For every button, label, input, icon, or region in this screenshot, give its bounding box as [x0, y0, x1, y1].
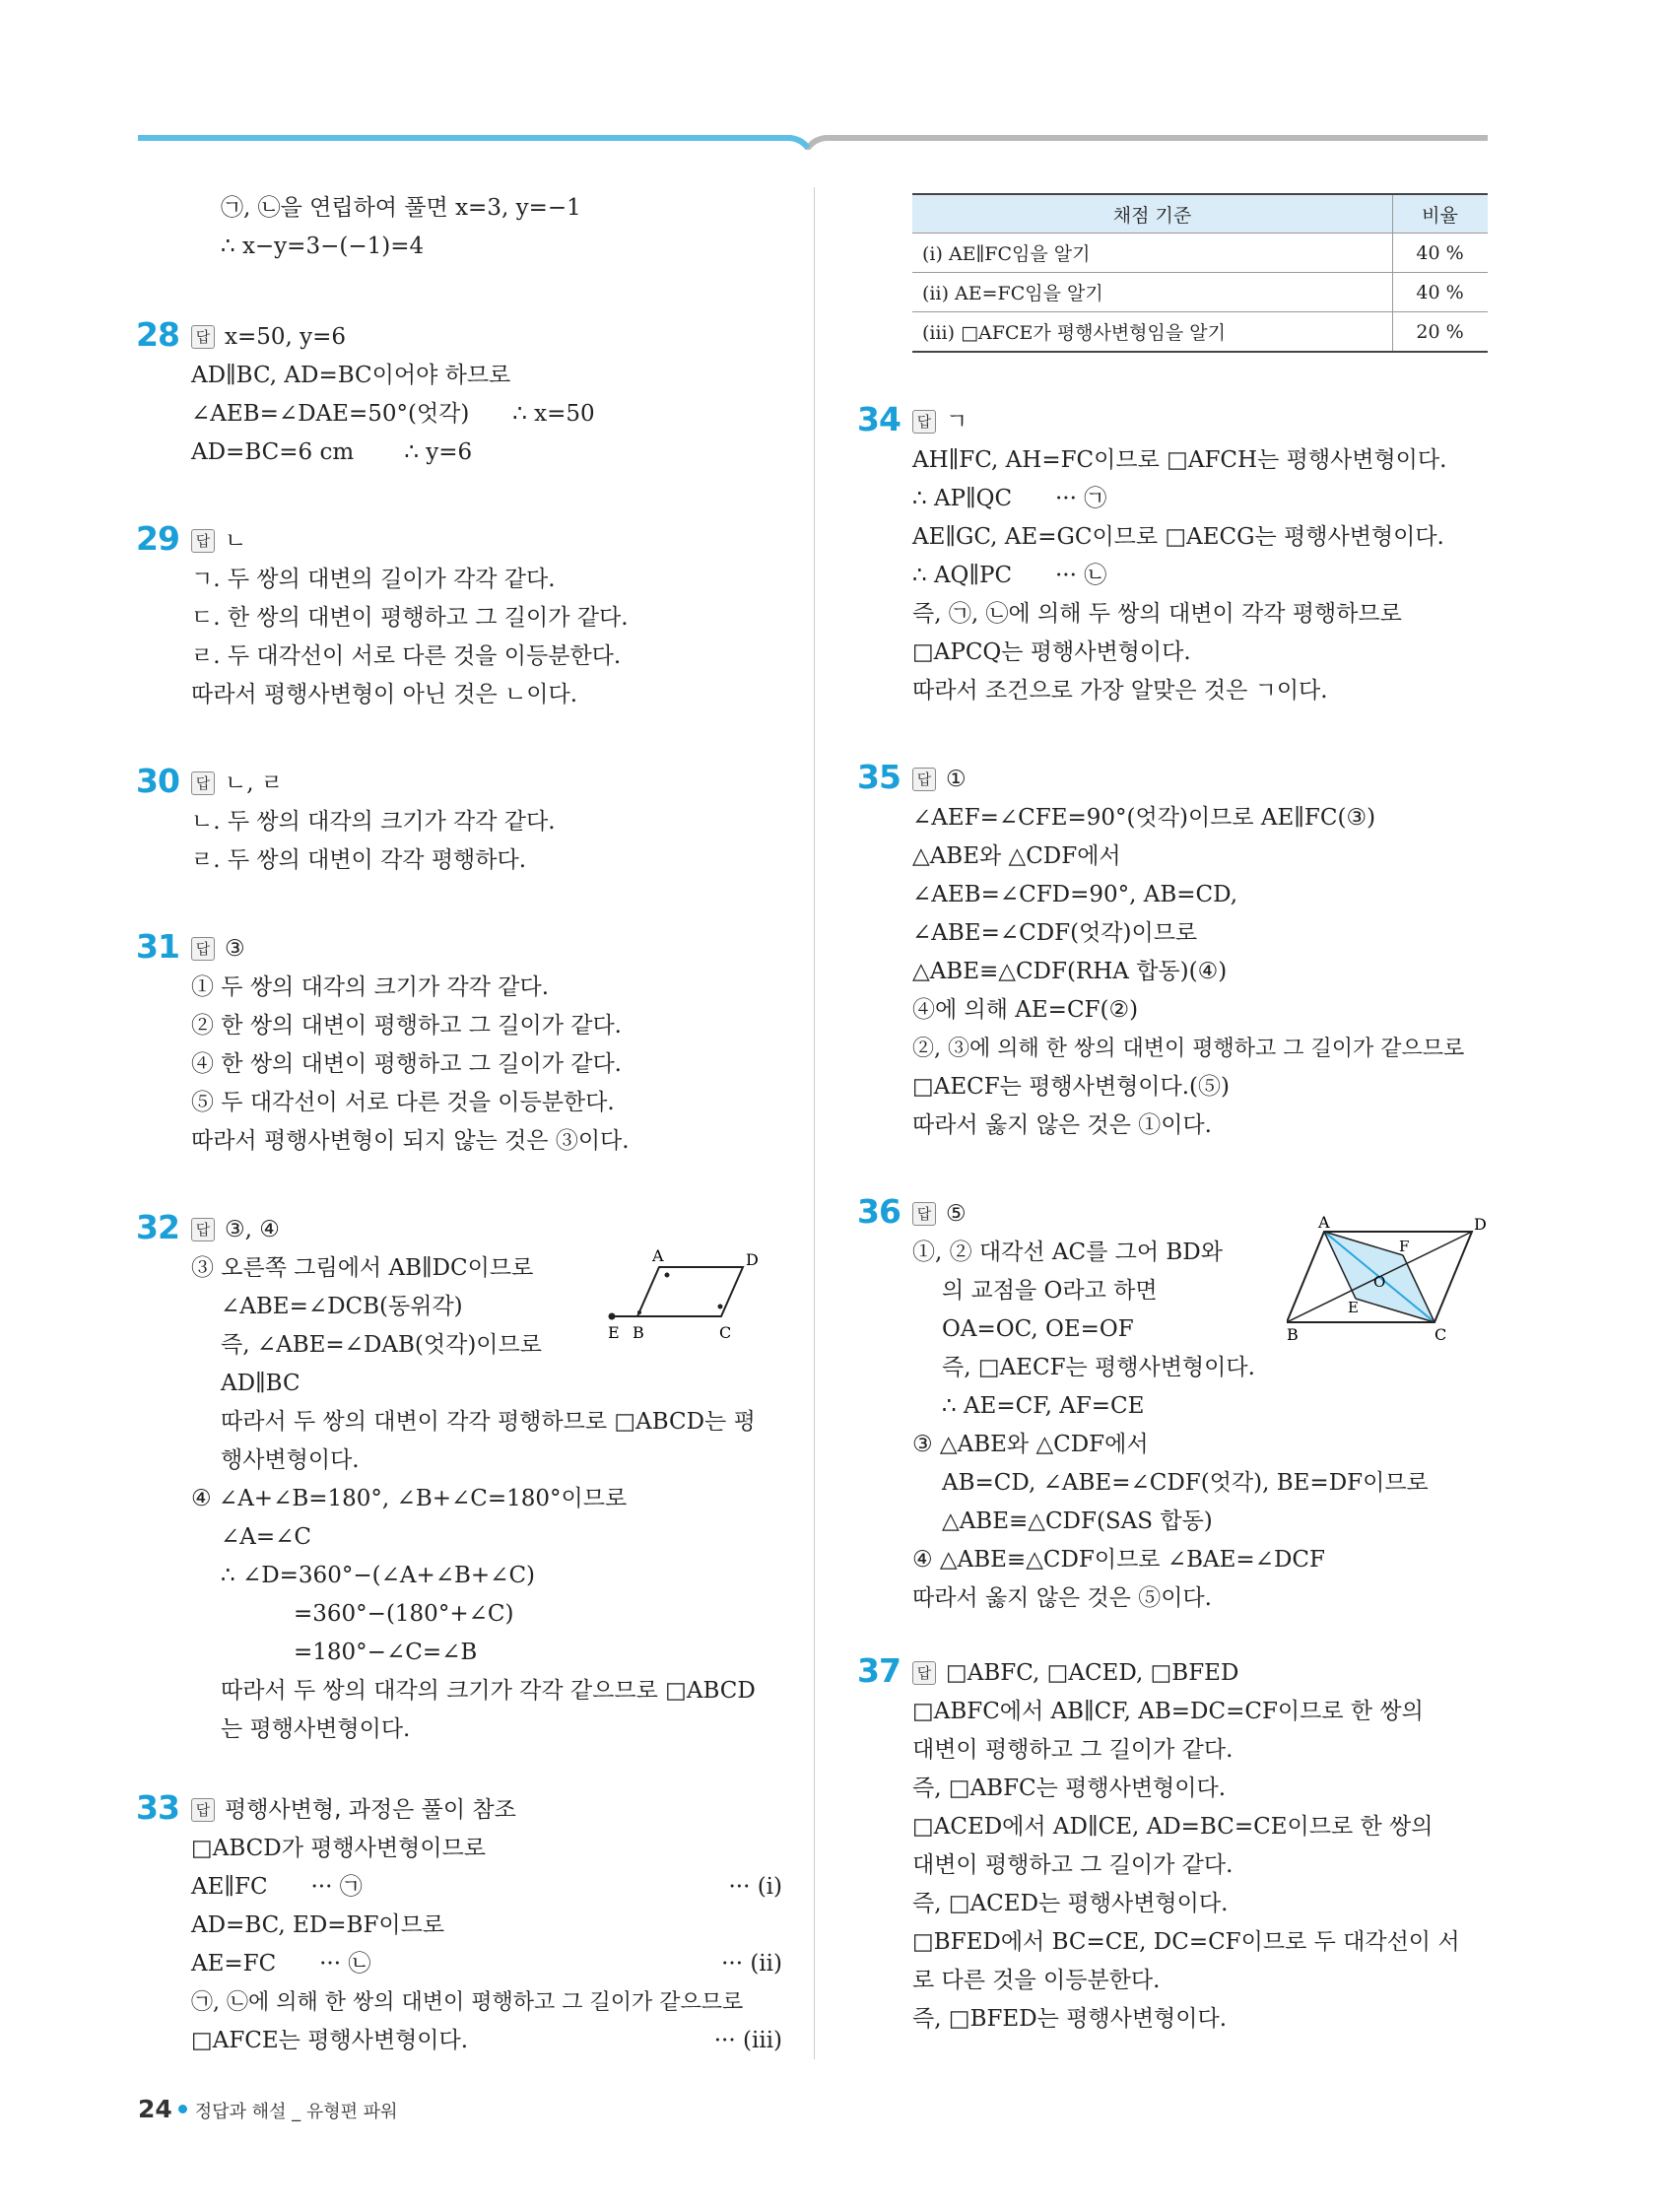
- text-line: ∠A=∠C: [221, 1524, 312, 1550]
- fig-label: C: [719, 1323, 732, 1342]
- footer-title: 정답과 해설 _ 유형편 파워: [194, 2102, 398, 2122]
- answer-header: [191, 317, 782, 357]
- text-line: AE=FC ··· ㉡: [191, 1951, 371, 1977]
- answer-text: ㄱ: [946, 409, 968, 435]
- bullet-dot-icon: [178, 2105, 187, 2113]
- problem-32: [136, 1208, 782, 1749]
- text-line: ㄱ. 두 쌍의 대변의 길이가 각각 같다.: [191, 567, 556, 592]
- answer-text: ①: [946, 767, 967, 792]
- text-line: □ACED에서 AD∥CE, AD=BC=CE이므로 한 쌍의: [912, 1814, 1434, 1840]
- text-line: △ABE≡△CDF(SAS 합동): [942, 1508, 1213, 1534]
- problem-37: [857, 1651, 1494, 2039]
- answer-badge: 답: [912, 1202, 936, 1226]
- text-line: ① 두 쌍의 대각의 크기가 각각 같다.: [191, 974, 550, 1000]
- criteria-cell: (ⅰ) AE∥FC임을 알기: [912, 234, 1393, 273]
- scoring-criteria-table: [912, 193, 1488, 353]
- table-row: [912, 273, 1488, 312]
- fig-label: D: [1474, 1216, 1487, 1234]
- text-line: 는 평행사변형이다.: [221, 1716, 411, 1742]
- text-line: □ABCD가 평행사변형이므로: [191, 1836, 486, 1861]
- answer-header: [191, 1210, 782, 1249]
- text-line: AD∥BC, AD=BC이어야 하므로: [191, 363, 511, 388]
- text-line: 따라서 두 쌍의 대각의 크기가 각각 같으므로 □ABCD: [221, 1678, 756, 1704]
- table-row: [912, 234, 1488, 273]
- text-line: ②, ③에 의해 한 쌍의 대변이 평행하고 그 길이가 같으므로: [912, 1037, 1465, 1061]
- text-line: AH∥FC, AH=FC이므로 □AFCH는 평행사변형이다.: [912, 447, 1447, 473]
- text-line: AD∥BC: [221, 1371, 300, 1396]
- answer-header: [912, 402, 1494, 441]
- page-footer: [138, 2095, 398, 2123]
- step-mark: ··· (ⅰ): [728, 1874, 782, 1900]
- column-header: 비율: [1393, 194, 1489, 234]
- text-line: 따라서 평행사변형이 되지 않는 것은 ③이다.: [191, 1128, 630, 1154]
- text-line: ⑤ 두 대각선이 서로 다른 것을 이등분한다.: [191, 1090, 615, 1115]
- text-line: ∠ABE=∠CDF(엇각)이므로: [912, 920, 1198, 946]
- text-line: ③ 오른쪽 그림에서 AB∥DC이므로: [191, 1255, 534, 1281]
- column-header: 채점 기준: [912, 194, 1393, 234]
- answer-badge: 답: [191, 1798, 215, 1822]
- answer-badge: 답: [191, 325, 215, 349]
- text-line: 따라서 평행사변형이 아닌 것은 ㄴ이다.: [191, 682, 578, 707]
- text-line: =360°−(180°+∠C): [294, 1601, 514, 1627]
- text-line: 즉, □ABFC는 평행사변형이다.: [912, 1776, 1227, 1801]
- parallelogram-figure-32: [605, 1247, 772, 1346]
- answer-text: ⑤: [946, 1201, 967, 1227]
- fig-label: A: [1318, 1216, 1330, 1232]
- answer-text: ㄴ: [225, 528, 247, 554]
- problem-33: [136, 1788, 782, 2060]
- text-line: ∠ABE=∠DCB(동위각): [221, 1294, 463, 1319]
- left-column: [136, 189, 782, 2060]
- problem-29: [136, 519, 782, 714]
- problem-36: [857, 1192, 1494, 1618]
- problem-number: 35: [857, 758, 901, 796]
- text-line: ④ 한 쌍의 대변이 평행하고 그 길이가 같다.: [191, 1051, 622, 1077]
- text-line: ㉠, ㉡을 연립하여 풀면 x=3, y=−1: [221, 195, 581, 221]
- ratio-cell: 20 %: [1393, 312, 1489, 353]
- answer-badge: 답: [191, 1218, 215, 1241]
- problem-number: 36: [857, 1192, 901, 1231]
- answer-header: [191, 521, 782, 561]
- text-line: 따라서 옳지 않은 것은 ⑤이다.: [912, 1585, 1212, 1611]
- answer-text: ③: [225, 936, 245, 962]
- answer-badge: 답: [912, 410, 936, 434]
- text-line: 즉, □ACED는 평행사변형이다.: [912, 1891, 1229, 1916]
- table-row: [912, 312, 1488, 353]
- ratio-cell: 40 %: [1393, 234, 1489, 273]
- top-header-bar: [138, 134, 1488, 150]
- text-line: ∠AEB=∠DAE=50°(엇각) ∴ x=50: [191, 401, 595, 427]
- text-line: 로 다른 것을 이등분한다.: [912, 1968, 1161, 1993]
- text-line: 즉, ㉠, ㉡에 의해 두 쌍의 대변이 각각 평행하므로: [912, 601, 1402, 627]
- problem-number: 34: [857, 400, 901, 438]
- text-line: ①, ② 대각선 AC를 그어 BD와: [912, 1240, 1223, 1265]
- text-line: 따라서 조건으로 가장 알맞은 것은 ㄱ이다.: [912, 678, 1328, 704]
- text-line: □AFCE는 평행사변형이다.: [191, 2028, 469, 2053]
- text-line: 행사변형이다.: [221, 1447, 360, 1473]
- text-line: ∠AEB=∠CFD=90°, AB=CD,: [912, 882, 1238, 907]
- problem-34: [857, 400, 1494, 710]
- fig-label: E: [1348, 1299, 1359, 1316]
- answer-header: [912, 760, 1494, 799]
- answer-text: □ABFC, □ACED, □BFED: [946, 1660, 1239, 1686]
- text-line: ㉠, ㉡에 의해 한 쌍의 대변이 평행하고 그 길이가 같으므로: [191, 1990, 744, 2015]
- text-line-with-mark: [191, 1868, 782, 1907]
- text-line: ㄴ. 두 쌍의 대각의 크기가 각각 같다.: [191, 809, 556, 835]
- answer-badge: 답: [191, 937, 215, 961]
- text-line: 따라서 두 쌍의 대변이 각각 평행하므로 □ABCD는 평: [221, 1409, 756, 1435]
- text-line: 즉, □BFED는 평행사변형이다.: [912, 2006, 1228, 2032]
- answer-badge: 답: [912, 768, 936, 791]
- table-header-row: [912, 194, 1488, 234]
- text-line: 즉, □AECF는 평행사변형이다.: [942, 1355, 1255, 1380]
- text-line: AB=CD, ∠ABE=∠CDF(엇각), BE=DF이므로: [942, 1470, 1429, 1496]
- text-line: □AECF는 평행사변형이다.(⑤): [912, 1074, 1230, 1100]
- answer-header: [191, 1790, 782, 1830]
- text-line: 대변이 평행하고 그 길이가 같다.: [912, 1852, 1234, 1878]
- step-mark: ··· (ⅱ): [721, 1951, 782, 1977]
- answer-text: ③, ④: [225, 1217, 280, 1242]
- text-line: OA=OC, OE=OF: [942, 1316, 1134, 1342]
- answer-text: 평행사변형, 과정은 풀이 참조: [225, 1797, 516, 1823]
- text-line: △ABE≡△CDF(RHA 합동)(④): [912, 959, 1228, 984]
- problem-30: [136, 762, 782, 880]
- problem-number: 28: [136, 315, 179, 354]
- fig-label: F: [1399, 1238, 1410, 1255]
- answer-badge: 답: [191, 771, 215, 795]
- text-line: ∴ AE=CF, AF=CE: [942, 1393, 1145, 1419]
- fig-label: C: [1434, 1325, 1447, 1344]
- text-line: =180°−∠C=∠B: [294, 1640, 478, 1665]
- text-line: 즉, ∠ABE=∠DAB(엇각)이므로: [221, 1332, 542, 1358]
- column-divider: [814, 187, 815, 2059]
- text-line: □ABFC에서 AB∥CF, AB=DC=CF이므로 한 쌍의: [912, 1699, 1424, 1724]
- answer-text: ㄴ, ㄹ: [225, 771, 284, 796]
- text-line: ④ ∠A+∠B=180°, ∠B+∠C=180°이므로: [191, 1486, 628, 1511]
- ratio-cell: 40 %: [1393, 273, 1489, 312]
- text-line: AE∥FC ··· ㉠: [191, 1874, 363, 1900]
- text-line: AE∥GC, AE=GC이므로 □AECG는 평행사변형이다.: [912, 524, 1444, 550]
- problem-number: 32: [136, 1208, 179, 1246]
- text-line: ㄷ. 한 쌍의 대변이 평행하고 그 길이가 같다.: [191, 605, 629, 631]
- problem-number: 37: [857, 1651, 901, 1690]
- problem-number: 33: [136, 1788, 179, 1827]
- problem-35: [857, 758, 1494, 1145]
- fig-label: A: [652, 1247, 664, 1265]
- fig-label: D: [746, 1250, 759, 1269]
- text-line: ③ △ABE와 △CDF에서: [912, 1432, 1149, 1457]
- right-column: [857, 400, 1494, 2039]
- problem-28: [136, 315, 782, 472]
- text-line-with-mark: [191, 2022, 782, 2060]
- answer-header: [912, 1653, 1494, 1693]
- text-line: ㄹ. 두 쌍의 대변이 각각 평행하다.: [191, 847, 527, 873]
- page-number: 24: [138, 2095, 172, 2123]
- criteria-cell: (ⅱ) AE=FC임을 알기: [912, 273, 1393, 312]
- text-line: ④에 의해 AE=CF(②): [912, 997, 1139, 1023]
- text-line: □BFED에서 BC=CE, DC=CF이므로 두 대각선이 서: [912, 1929, 1460, 1955]
- answer-header: [191, 929, 782, 969]
- fig-label: E: [608, 1323, 620, 1342]
- problem-number: 31: [136, 927, 179, 966]
- problem-number: 29: [136, 519, 179, 558]
- text-line: △ABE와 △CDF에서: [912, 843, 1121, 869]
- fig-label: O: [1373, 1273, 1386, 1291]
- criteria-cell: (ⅲ) □AFCE가 평행사변형임을 알기: [912, 312, 1393, 353]
- problem-31: [136, 927, 782, 1161]
- text-line: ∴ AP∥QC ··· ㉠: [912, 486, 1107, 511]
- text-line: ∴ ∠D=360°−(∠A+∠B+∠C): [221, 1563, 536, 1588]
- answer-text: x=50, y=6: [225, 324, 347, 350]
- fig-label: B: [633, 1323, 644, 1342]
- text-line: ∴ x−y=3−(−1)=4: [221, 234, 425, 259]
- text-line: ∠AEF=∠CFE=90°(엇각)이므로 AE∥FC(③): [912, 805, 1376, 831]
- text-line: 의 교점을 O라고 하면: [942, 1278, 1158, 1304]
- text-line: ㄹ. 두 대각선이 서로 다른 것을 이등분한다.: [191, 643, 622, 669]
- text-line: AD=BC=6 cm ∴ y=6: [191, 439, 473, 465]
- text-line: □APCQ는 평행사변형이다.: [912, 639, 1191, 665]
- text-line-with-mark: [191, 1945, 782, 1983]
- text-line: AD=BC, ED=BF이므로: [191, 1912, 445, 1938]
- answer-header: [191, 764, 782, 803]
- text-line: ② 한 쌍의 대변이 평행하고 그 길이가 같다.: [191, 1013, 622, 1039]
- text-line: ④ △ABE≡△CDF이므로 ∠BAE=∠DCF: [912, 1547, 1325, 1573]
- intro-block: [191, 189, 782, 266]
- fig-label: B: [1287, 1325, 1299, 1344]
- text-line: ∴ AQ∥PC ··· ㉡: [912, 563, 1107, 588]
- problem-number: 30: [136, 762, 179, 800]
- answer-badge: 답: [912, 1661, 936, 1685]
- parallelogram-figure-36: [1287, 1216, 1494, 1344]
- step-mark: ··· (ⅲ): [713, 2028, 782, 2053]
- text-line: 따라서 옳지 않은 것은 ①이다.: [912, 1112, 1212, 1138]
- text-line: 대변이 평행하고 그 길이가 같다.: [912, 1737, 1234, 1763]
- answer-badge: 답: [191, 529, 215, 553]
